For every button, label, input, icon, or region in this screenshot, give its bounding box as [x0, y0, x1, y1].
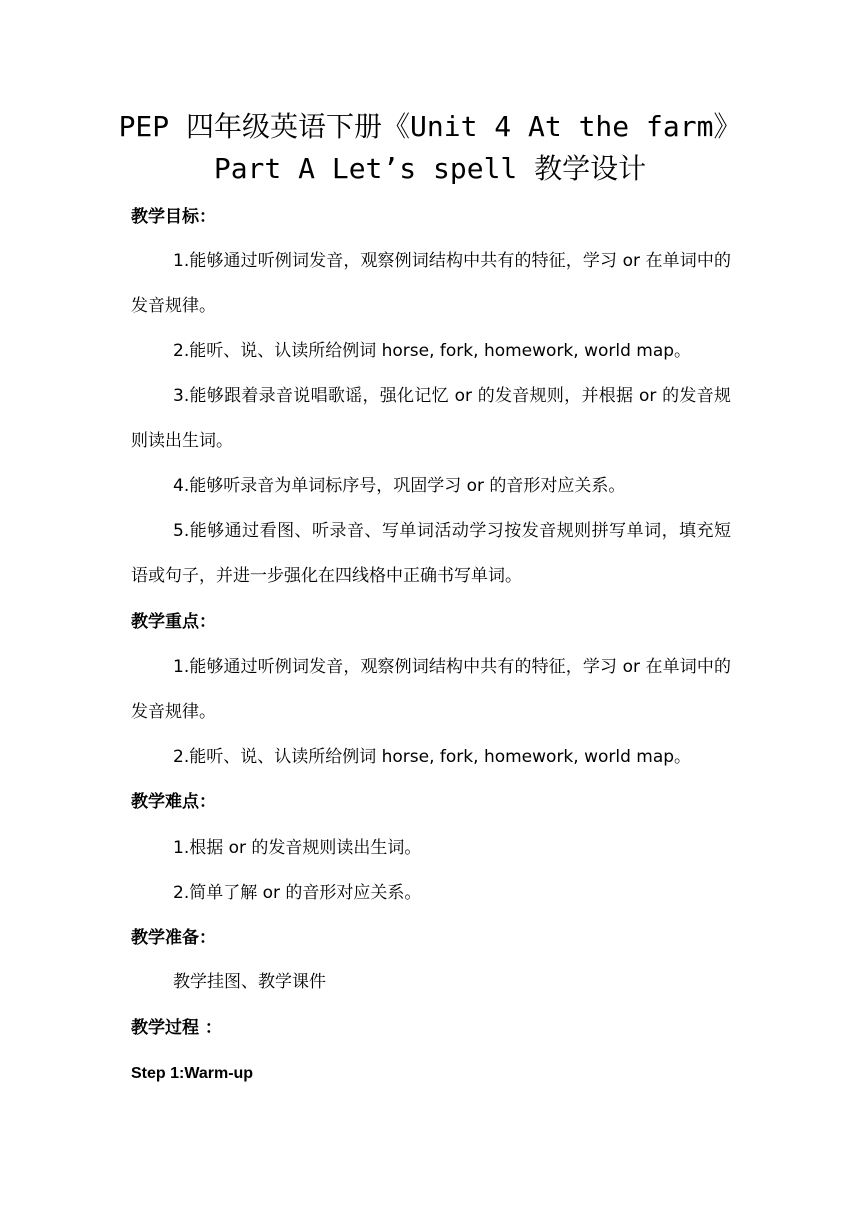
difficulty-item-1: 1.根据 or 的发音规则读出生词。 [173, 838, 422, 858]
document-title-line-1: PEP 四年级英语下册《Unit 4 At the farm》 [118, 110, 742, 143]
key-point-item-2: 2.能听、说、认读所给例词 horse, fork, homework, world map。 [173, 747, 692, 767]
objective-item-3: 3.能够跟着录音说唱歌谣，强化记忆 or 的发音规则，并根据 or 的发音规则读出生词。 [131, 386, 731, 451]
preparation-text: 教学挂图、教学课件 [173, 972, 326, 992]
step-1-heading: Step 1:Warm-up [131, 1065, 254, 1082]
document-title-line-2: Part A Let’s spell 教学设计 [213, 152, 647, 185]
objective-item-2: 2.能听、说、认读所给例词 horse, fork, homework, world map。 [173, 341, 692, 361]
process-heading: 教学过程 ： [131, 1018, 222, 1038]
key-points-heading: 教学重点： [131, 612, 216, 632]
difficulty-item-2: 2.简单了解 or 的音形对应关系。 [173, 883, 422, 903]
preparation-heading: 教学准备： [131, 928, 216, 948]
objectives-heading: 教学目标： [131, 207, 216, 227]
objective-item-4: 4.能够听录音为单词标序号，巩固学习 or 的音形对应关系。 [173, 476, 626, 496]
objective-item-5: 5.能够通过看图、听录音、写单词活动学习按发音规则拼写单词，填充短语或句子，并进一步强化在四线格中正确书写单词。 [131, 521, 731, 586]
difficulties-heading: 教学难点： [131, 792, 216, 812]
key-point-item-1: 1.能够通过听例词发音，观察例词结构中共有的特征，学习 or 在单词中的发音规律。 [131, 657, 731, 722]
objective-item-1: 1.能够通过听例词发音，观察例词结构中共有的特征，学习 or 在单词中的发音规律。 [131, 251, 731, 316]
